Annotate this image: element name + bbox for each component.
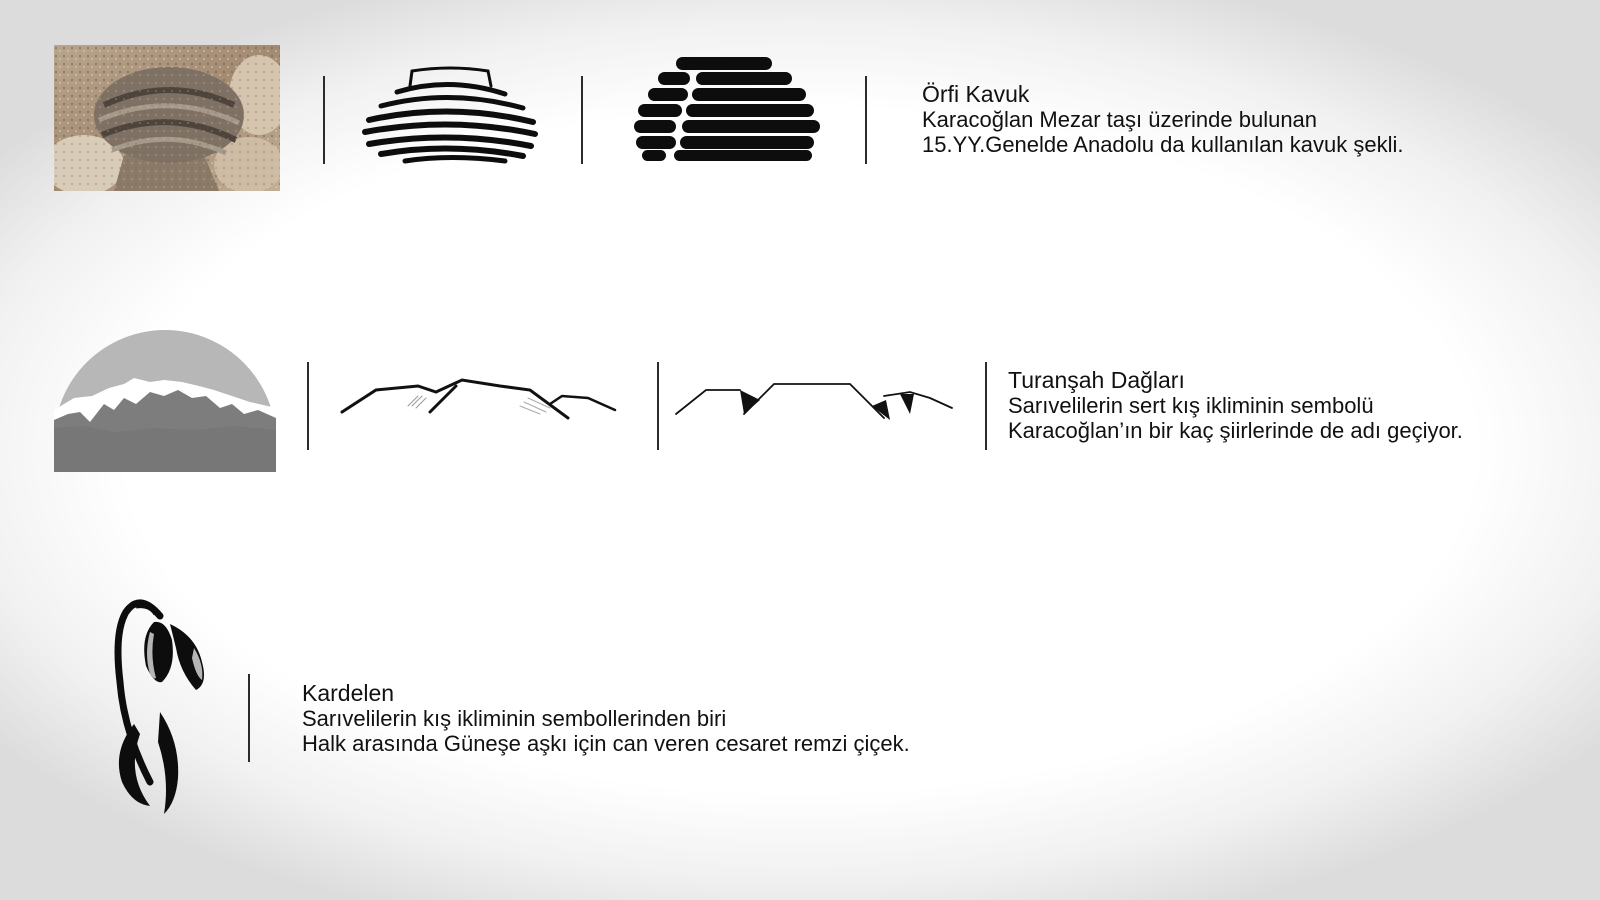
divider-line: [985, 362, 987, 450]
caption-title: Turanşah Dağları: [1008, 367, 1185, 393]
caption-turansah: [1008, 368, 1463, 443]
caption-title: Örfi Kavuk: [922, 81, 1030, 107]
caption-line: Karacoğlan Mezar taşı üzerinde bulunan: [922, 107, 1318, 132]
tombstone-photo-icon: [54, 45, 280, 191]
divider-line: [865, 76, 867, 164]
mountain-sketch-icon: [340, 376, 620, 426]
divider-line: [248, 674, 250, 762]
caption-kavuk: [922, 82, 1404, 157]
divider-line: [657, 362, 659, 450]
caption-line: 15.YY.Genelde Anadolu da kullanılan kavuk şekli.: [922, 132, 1404, 157]
caption-line: Halk arasında Güneşe aşkı için can veren cesaret remzi çiçek.: [302, 731, 910, 756]
turban-solid-icon: [634, 57, 820, 161]
snowdrop-flower-icon: [110, 592, 216, 814]
caption-line: Sarıvelilerin kış ikliminin sembollerinden biri: [302, 706, 727, 731]
turban-outline-icon: [355, 62, 545, 166]
divider-line: [307, 362, 309, 450]
caption-line: Sarıvelilerin sert kış ikliminin sembolü: [1008, 393, 1374, 418]
divider-line: [581, 76, 583, 164]
caption-line: Karacoğlan’ın bir kaç şiirlerinde de adı geçiyor.: [1008, 418, 1463, 443]
caption-title: Kardelen: [302, 680, 395, 706]
mountain-circle-icon: [54, 330, 276, 472]
mountain-minimal-icon: [674, 380, 956, 428]
caption-kardelen: [302, 681, 910, 756]
divider-line: [323, 76, 325, 164]
